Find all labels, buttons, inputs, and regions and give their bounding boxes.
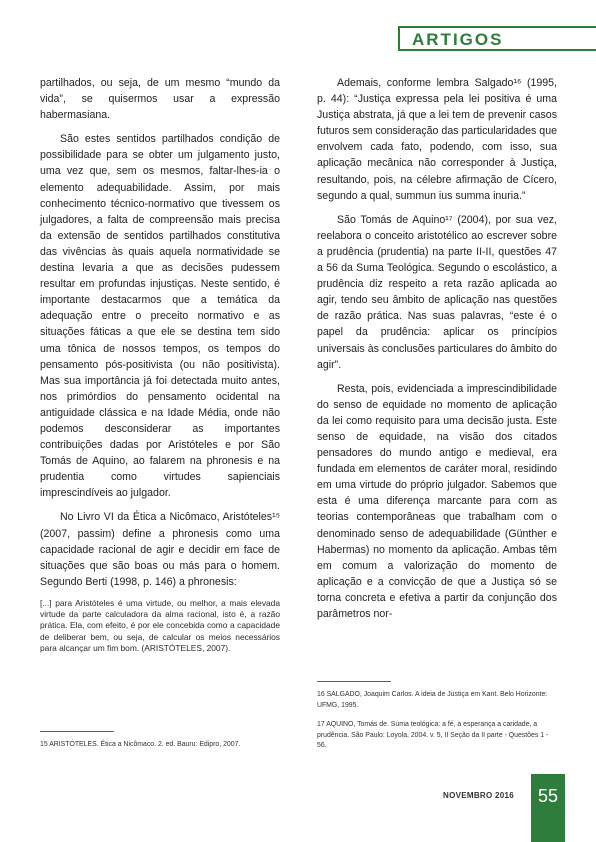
footnote: 17 AQUINO, Tomás de. Suma teológica: a fé, a esperança a caridade, a prudência. São Paulo: Loyola, 2004. v. 5, II Seção da II parte - Questões 1 - 56.	[317, 721, 549, 750]
footnote-divider	[40, 731, 114, 732]
paragraph: Resta, pois, evidenciada a imprescindibilidade do senso de equidade no momento de aplicação da lei como requisito para uma decisão justa. Este senso de equidade, na visão dos citados pensadores do mundo antigo e medieval, era fundada em elementos de caráter moral, residindo em uma virtude do próprio julgador. Sabemos que esta é uma diferença marcante para com as teorias contemporâneas que trabalham com o denominado senso de adequabilidade (Günther e Habermas) no momento da aplicação. Ambas têm em comum a valorização do momento de aplicação e a convicção de que a Justiça só se torna concreta e efetiva a partir da conjunção dos parâmetros nor-	[317, 382, 557, 620]
footnotes-right	[317, 675, 557, 761]
footnote: 16 SALGADO, Joaquim Carlos. A ideia de Justiça em Kant. Belo Horizonte: UFMG, 1995.	[317, 691, 548, 709]
right-column	[317, 75, 557, 630]
footnotes-left	[40, 731, 280, 760]
paragraph: São Tomás de Aquino¹⁷ (2004), por sua vez, reelabora o conceito aristotélico ao escrever sobre a prudência (prudentia) na parte II-II, questões 47 a 56 da Suma Teológica. Segundo o escolástico, a prudência diz respeito a reta razão aplicada ao agir, tendo seu âmbito de aplicação nas questões de razão prática. Nas suas palavras, “este é o papel da prudência: aplicar os princípios universais às conclusões particulares do âmbito do agir”.	[317, 213, 557, 371]
block-quote: [...] para Aristóteles é uma virtude, ou melhor, a mais elevada virtude da parte calculadora da alma racional, isto é, a razão prática. Ela, com efeito, é por ele concebida como a capacidade de deliberar bem, ou seja, de calcular os meios necessários para alcançar um fim bom. (ARISTÓTELES, 2007).	[40, 597, 280, 653]
page-number-box	[531, 774, 565, 842]
page-number: 55	[537, 786, 559, 806]
paragraph: Ademais, conforme lembra Salgado¹⁶ (1995, p. 44): “Justiça expressa pela lei positiva é uma Justiça abstrata, já que a lei tem de prevenir casos futuros sem consideração das particularidades que envolvem cada fato, podendo, com isso, sua aplicação mecânica não corresponder à Justiça, resultando, pois, na célebre afirmação de Cícero, segundo a qual, summun ius summa inuria.”	[317, 77, 557, 202]
paragraph: São estes sentidos partilhados condição de possibilidade para se obter um julgamento justo, uma vez que, sem os mesmos, faltar-lhes-ia o elemento adequabilidade. Assim, por mais conhecimento técnico-normativo que tivessem os julgadores, a falta de compreensão mais precisa da extensão de sentidos partilhados constitutiva das vivências às quais aquela normatividade se destina levaria a que as decisões pudessem resultar em profundas injustiças. Neste sentido, é importante destacarmos que a temática da adequação entre o preceito normativo e as situações fáticas a que ele se destina tem sido uma tônica de nossos tempos, os tempos do pensamento pós-positivista (ou não positivista). Mas sua importância já foi detectada muito antes, nos primórdios do pensamento ocidental na antiguidade clássica e na Idade Média, onde não podemos desconsiderar as importantes contribuições dadas por Aristóteles e por São Tomás de Aquino, ao falarem na phronesis e na prudentia como virtudes sapienciais imprescindíveis ao julgador.	[40, 133, 280, 500]
footnote-divider	[317, 681, 391, 682]
section-header-tab	[398, 26, 596, 51]
footnote: 15 ARISTÓTELES. Ética a Nicômaco. 2. ed. Bauru: Edipro, 2007.	[40, 741, 241, 748]
issue-date: NOVEMBRO 2016	[443, 791, 515, 800]
left-column	[40, 75, 280, 662]
section-title: ARTIGOS	[412, 30, 504, 49]
paragraph: partilhados, ou seja, de um mesmo “mundo da vida”, se quisermos usar a expressão habermasiana.	[40, 77, 280, 122]
paragraph: No Livro VI da Ética a Nicômaco, Aristóteles¹⁵ (2007, passim) define a phronesis como uma capacidade racional de agir e decidir em face de situações que são boas ou más para o homem. Segundo Berti (1998, p. 146) a phronesis:	[40, 511, 280, 588]
